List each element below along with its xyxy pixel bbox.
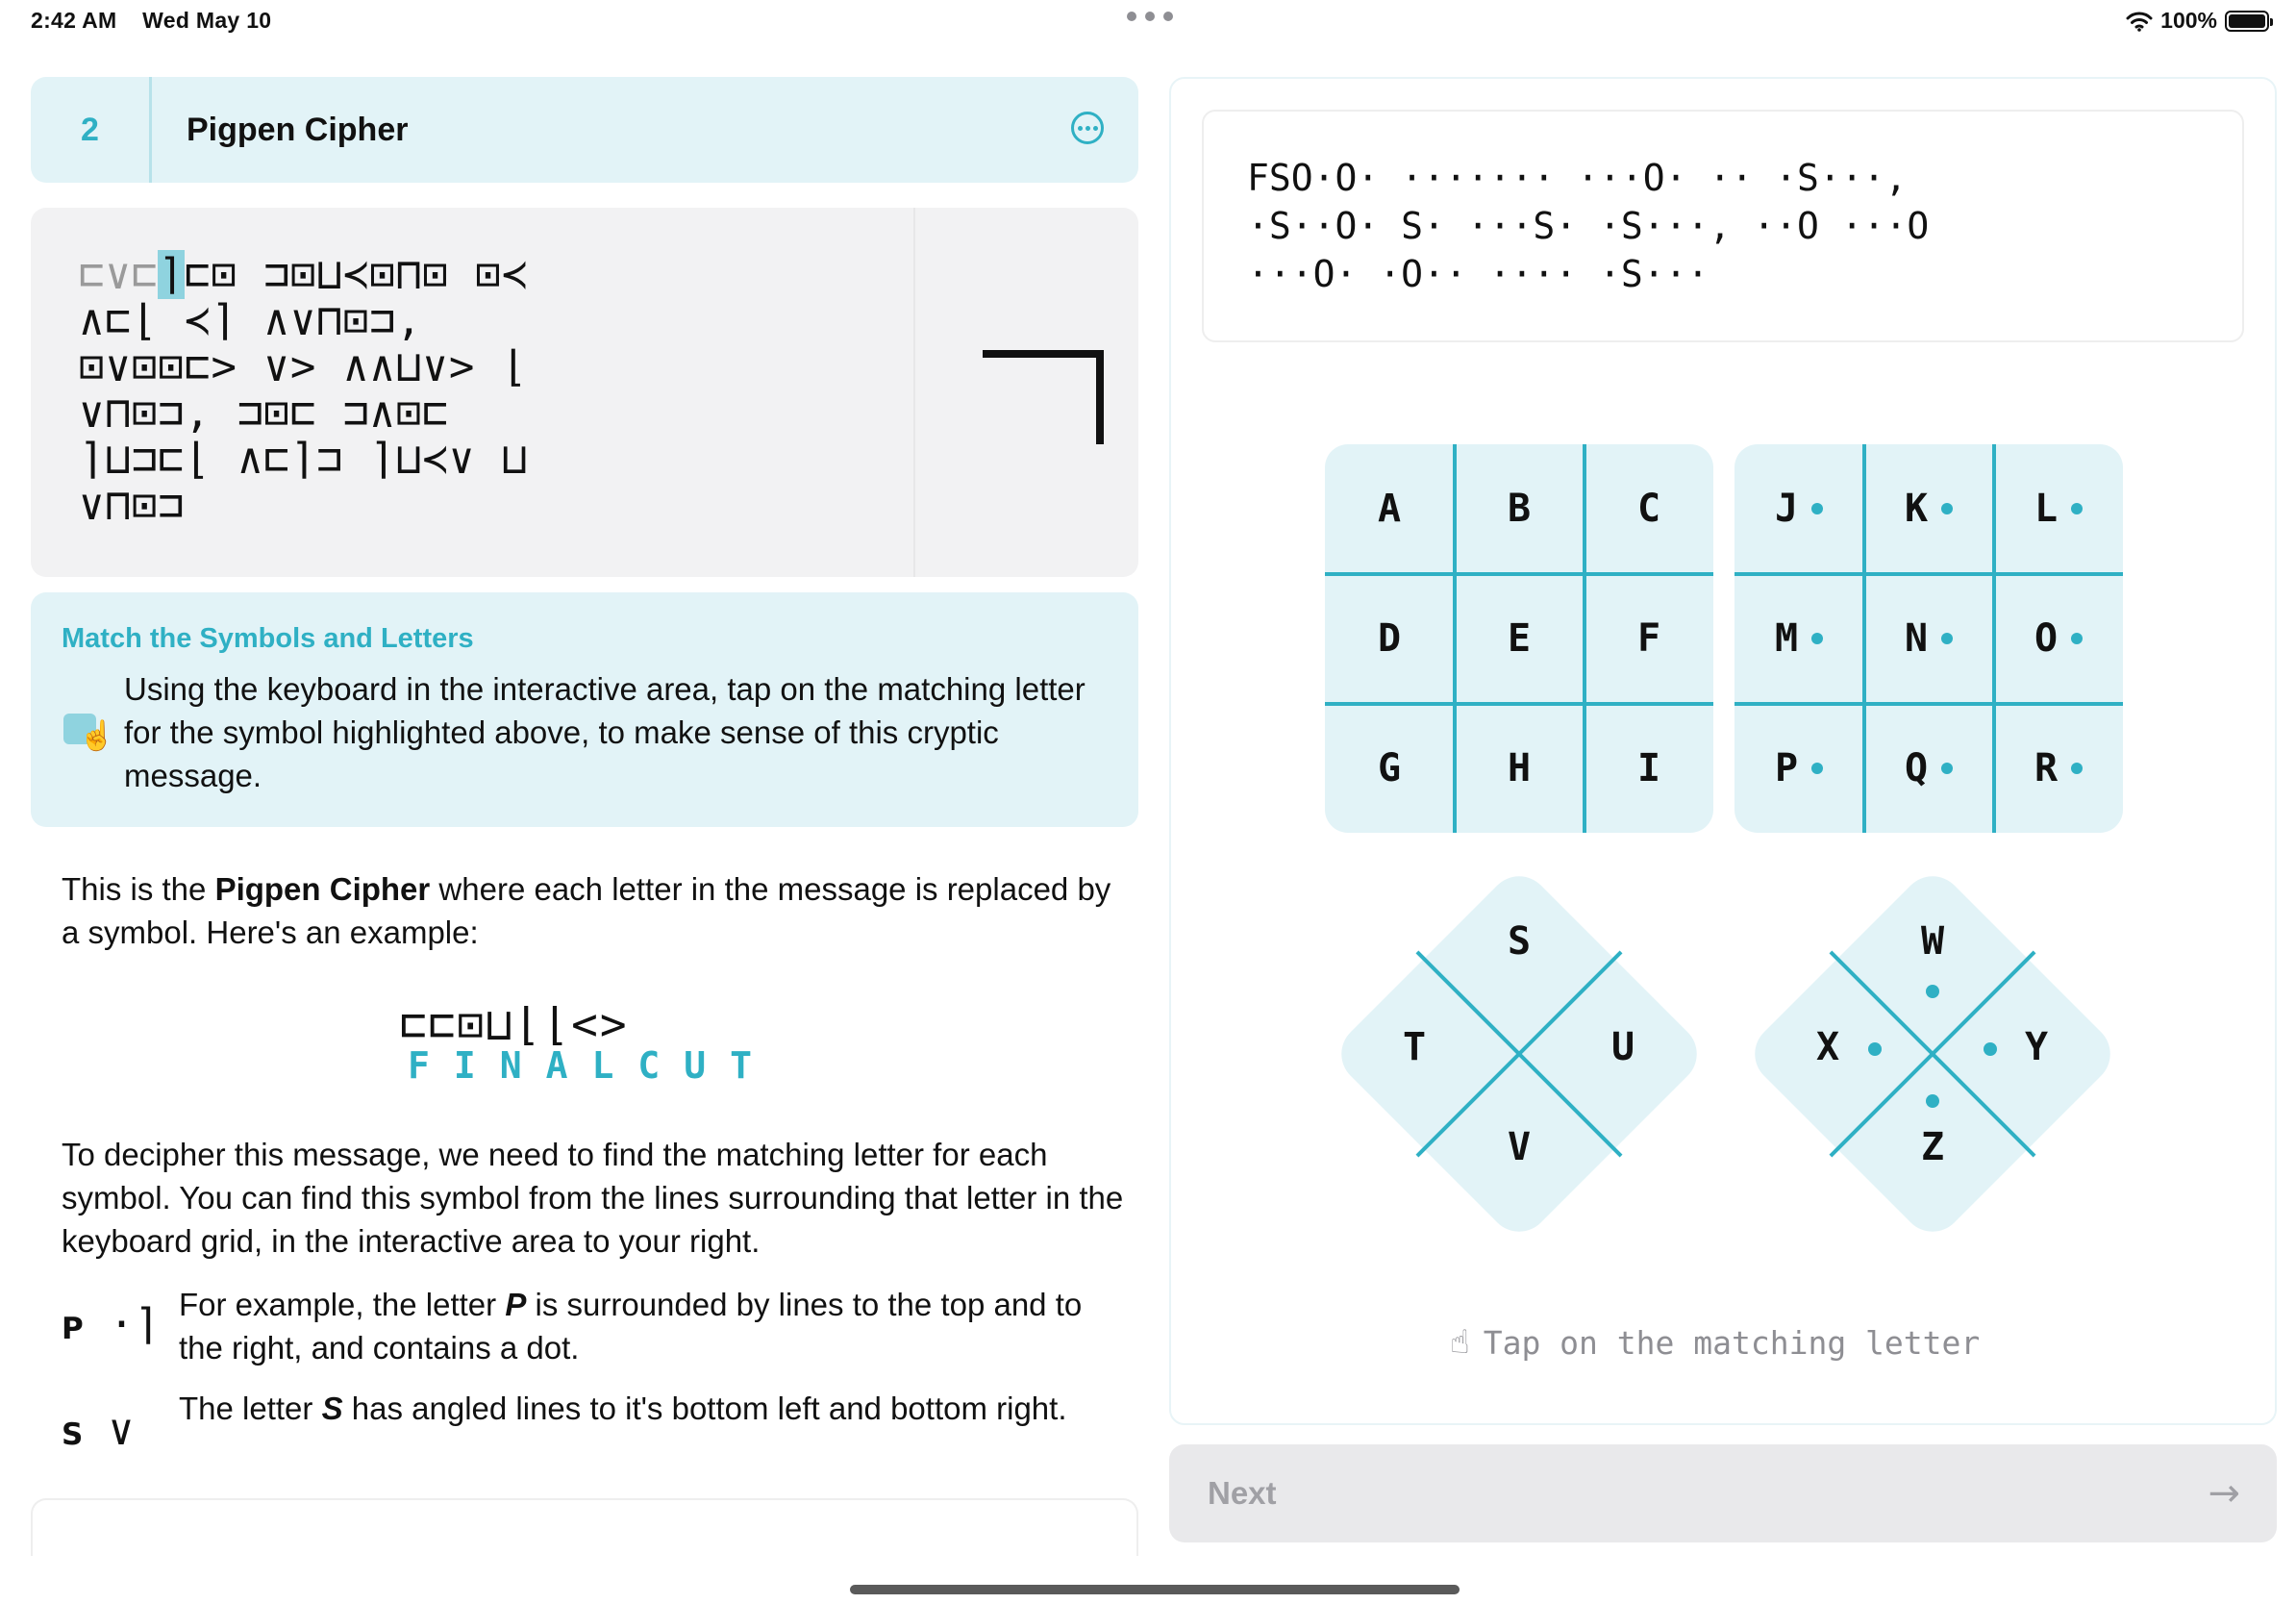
current-symbol-preview	[983, 350, 1104, 444]
grid-line	[1325, 572, 1713, 576]
example-emphasis: P	[505, 1287, 527, 1322]
grid-line	[1453, 444, 1457, 833]
grid-line	[1583, 444, 1586, 833]
key-s[interactable]: S	[1507, 919, 1532, 964]
key-v[interactable]: V	[1507, 1125, 1532, 1169]
cipher-line	[79, 437, 528, 483]
key-label: Q	[1904, 746, 1929, 790]
key-label: L	[2034, 487, 2059, 531]
example-text: The letter	[179, 1391, 322, 1426]
key-j[interactable]	[1734, 444, 1863, 573]
example-letter: P	[62, 1312, 84, 1346]
cipher-line	[79, 483, 528, 529]
key-dot	[1811, 763, 1823, 774]
key-dot	[2071, 503, 2083, 514]
grid-line	[1734, 702, 2123, 706]
tap-hand-icon: ☝	[1450, 1323, 1470, 1362]
key-p[interactable]	[1734, 704, 1863, 833]
cipher-line	[79, 252, 528, 298]
key-d[interactable]	[1325, 574, 1454, 703]
panel-divider	[913, 208, 915, 577]
key-g[interactable]	[1325, 704, 1454, 833]
grid-line	[1734, 572, 2123, 576]
key-label: I	[1636, 746, 1661, 790]
cipher-solved-symbols: ⊏∨⊏	[79, 250, 159, 299]
key-k[interactable]	[1864, 444, 1993, 573]
highlighted-symbol: ⌉	[158, 250, 185, 299]
page-title: Pigpen Cipher	[187, 111, 409, 148]
key-w[interactable]: W	[1920, 919, 1945, 964]
key-dot	[2071, 633, 2083, 644]
key-label: K	[1904, 487, 1929, 531]
step-number: 2	[31, 77, 152, 183]
key-label: F	[1636, 616, 1661, 661]
cipher-symbols: ⊡∨⊡⊡⊏> ∨> ∧∧⊔∨> ⌊	[79, 342, 529, 391]
key-h[interactable]	[1455, 704, 1584, 833]
key-a[interactable]	[1325, 444, 1454, 573]
cipher-line	[79, 390, 528, 437]
example-s-description	[179, 1387, 1121, 1430]
key-x[interactable]: X	[1815, 1025, 1840, 1069]
cipher-line	[79, 298, 528, 344]
key-b[interactable]	[1455, 444, 1584, 573]
key-label: M	[1774, 616, 1799, 661]
keyboard-x-plain	[1321, 856, 1717, 1252]
key-e[interactable]	[1455, 574, 1584, 703]
decoded-line: ···O· ·O·· ···· ·S···	[1247, 253, 1710, 295]
next-section-card	[31, 1498, 1138, 1556]
grid-line	[1862, 444, 1866, 833]
key-z[interactable]: Z	[1920, 1125, 1945, 1169]
key-dot	[1868, 1042, 1882, 1056]
keyboard-x-dotted	[1734, 856, 2131, 1252]
key-t[interactable]: T	[1402, 1025, 1427, 1069]
example-symbols: ⊏⊏⊡⊔⌊⌊<>	[400, 998, 629, 1050]
grid-line	[1325, 702, 1713, 706]
decipher-paragraph: To decipher this message, we need to find the matching letter for each symbol. You can find this symbol from the lines surrounding that letter in the keyboard grid, in the interactive area to your right.	[62, 1137, 1124, 1259]
status-date: Wed May 10	[142, 8, 272, 33]
next-button[interactable]	[1169, 1444, 2277, 1542]
key-label: B	[1507, 487, 1532, 531]
key-dot	[1941, 503, 1953, 514]
example-text-end: has angled lines to it's bottom left and bottom right.	[342, 1391, 1067, 1426]
key-label: N	[1904, 616, 1929, 661]
ellipsis-circle-icon[interactable]	[1071, 112, 1104, 144]
intro-text: This is the	[62, 871, 215, 907]
key-dot	[2071, 763, 2083, 774]
key-label: C	[1636, 487, 1661, 531]
key-dot	[1984, 1042, 1997, 1056]
decoded-line: FSO·O· ······· ···O· ·· ·S···,	[1247, 157, 1908, 199]
key-y[interactable]: Y	[2024, 1025, 2049, 1069]
status-time: 2:42 AM	[31, 8, 117, 33]
keyboard-grid-dotted	[1734, 444, 2123, 833]
wifi-icon	[2126, 11, 2153, 32]
home-indicator[interactable]	[850, 1585, 1460, 1594]
key-dot	[1941, 633, 1953, 644]
example-p-row	[62, 1300, 160, 1349]
key-label: J	[1774, 487, 1799, 531]
key-label: P	[1774, 746, 1799, 790]
key-label: R	[2034, 746, 2059, 790]
intro-paragraph	[62, 867, 1129, 954]
arrow-right-icon: →	[2208, 1471, 2240, 1516]
example-letter: S	[62, 1417, 84, 1452]
key-label: E	[1507, 616, 1532, 661]
cipher-message-panel	[31, 208, 1138, 577]
cipher-symbols: ∧⊏⌊ ≺⌉ ∧∨⊓⊡⊐,	[79, 296, 423, 345]
intro-text-end: where each letter in the message is replaced by a symbol. Here's an example:	[62, 871, 1111, 950]
cipher-line	[79, 344, 528, 390]
cipher-message	[79, 252, 528, 529]
key-r[interactable]	[1994, 704, 2123, 833]
multitasking-dots-icon[interactable]	[1127, 12, 1173, 25]
key-dot	[1926, 1094, 1939, 1108]
hint-text: Tap on the matching letter	[1483, 1323, 1981, 1362]
key-u[interactable]: U	[1610, 1025, 1635, 1069]
key-dot	[1941, 763, 1953, 774]
key-i[interactable]	[1585, 704, 1713, 833]
battery-icon	[2225, 11, 2269, 32]
instructions-card	[31, 592, 1138, 827]
status-bar-right	[2126, 8, 2269, 34]
decoded-line: ·S··O· S· ···S· ·S···, ··O ···O	[1247, 205, 1930, 247]
lesson-header	[31, 77, 1138, 183]
example-letters: FINALCUT	[408, 1044, 777, 1087]
cipher-symbols: ∨⊓⊡⊐, ⊐⊡⊏ ⊐∧⊡⊏	[79, 388, 449, 438]
cipher-symbols: ⊏⊡ ⊐⊡⊔≺⊡⊓⊡ ⊡≺	[184, 250, 529, 299]
key-l[interactable]	[1994, 444, 2123, 573]
key-label: H	[1507, 746, 1532, 790]
example-text: For example, the letter	[179, 1287, 506, 1322]
key-dot	[1926, 985, 1939, 998]
cipher-symbols: ⌉⊔⊐⊏⌊ ∧⊏⌉⊐ ⌉⊔≺∨ ⊔	[79, 435, 529, 484]
key-f[interactable]	[1585, 574, 1713, 703]
decoded-message	[1247, 154, 1929, 298]
cipher-symbols: ∨⊓⊡⊐	[79, 481, 185, 530]
instructions-title: Match the Symbols and Letters	[62, 623, 474, 654]
key-o[interactable]	[1994, 574, 2123, 703]
key-n[interactable]	[1864, 574, 1993, 703]
key-m[interactable]	[1734, 574, 1863, 703]
key-label: G	[1377, 746, 1402, 790]
example-p-description	[179, 1283, 1121, 1369]
example-symbol: ·⌉	[109, 1300, 161, 1349]
intro-bold: Pigpen Cipher	[214, 871, 431, 907]
battery-percent: 100%	[2160, 8, 2217, 33]
key-label: D	[1377, 616, 1402, 661]
example-s-row	[62, 1406, 134, 1455]
status-bar-left	[31, 8, 271, 34]
example-text-end: is surrounded by lines to the top and to the right, and contains a dot.	[179, 1287, 1083, 1366]
key-dot	[1811, 503, 1823, 514]
example-symbol: ∨	[108, 1406, 135, 1455]
example-emphasis: S	[321, 1391, 343, 1426]
key-dot	[1811, 633, 1823, 644]
key-label: A	[1377, 487, 1402, 531]
instructions-body: Using the keyboard in the interactive area, tap on the matching letter for the symbol highlighted above, to make sense of this cryptic message.	[124, 671, 1086, 793]
tap-hand-icon	[63, 714, 96, 744]
next-label: Next	[1208, 1475, 1277, 1511]
keyboard-grid-plain	[1325, 444, 1713, 833]
key-c[interactable]	[1585, 444, 1713, 573]
grid-line	[1992, 444, 1996, 833]
key-label: O	[2034, 616, 2059, 661]
key-q[interactable]	[1864, 704, 1993, 833]
tap-hint	[1450, 1323, 1980, 1362]
